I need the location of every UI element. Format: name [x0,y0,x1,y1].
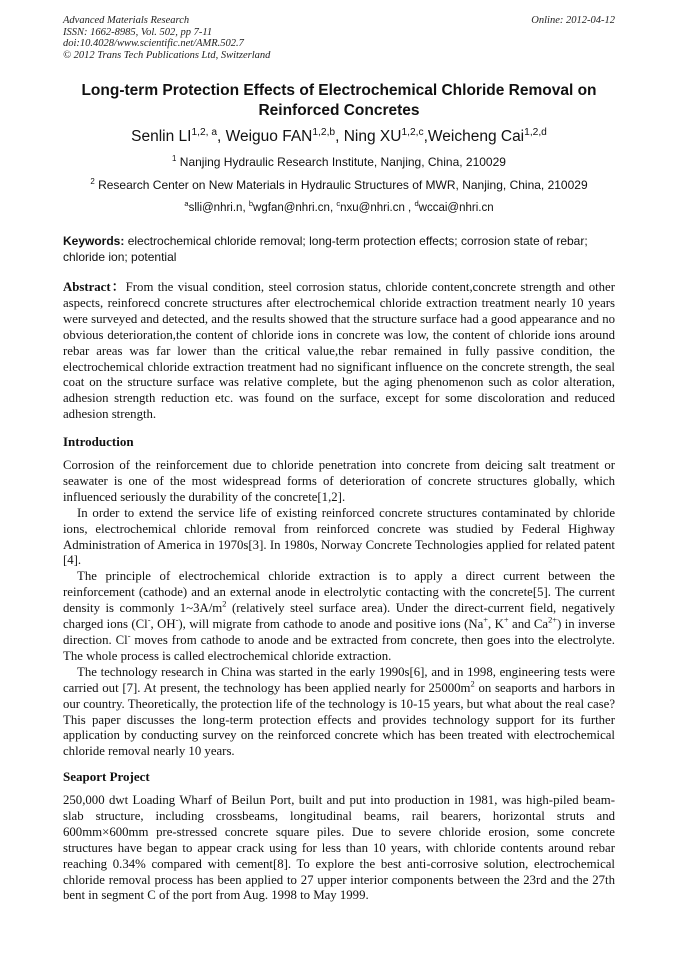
abstract [63,280,615,423]
section-heading-introduction: Introduction [63,434,134,449]
doi-line: doi:10.4028/www.scientific.net/AMR.502.7 [63,38,244,50]
affiliation-1: $^1$ Nanjing Hydraulic Research Institute, Nanjing, China, 210029 [172,154,506,169]
keywords-text: electrochemical chloride removal; long-term protection effects; corrosion state of rebar; chloride ion; potential [63,234,588,264]
journal-header [63,15,270,61]
email-link[interactable]: wgfan@nhri.cn [253,202,330,214]
author-emails: $^a$slli@nhri.n, $^b$wgfan@nhri.cn, $^c$nxu@nhri.cn , $^d$wccai@nhri.cn [184,199,494,214]
author: Senlin LI$^{1,2, a}$, [131,126,226,145]
abstract-text: From the visual condition, steel corrosion status, chloride content,concrete strength and other aspects, reinforecd concrete structures after electrochemical chloride extraction treatment nearly 10 years were surveyed and detected, and the results showed that the structure surface had a good appearance and no obvious deterioration,the content of chloride ions in concrete was low, the content of chloride ions around rebar areas was far lower than the critical value,the rebar remained in fully passive condition, the electrochemical chloride extraction treatment had no significant influence on the concrete strength, the seal coat on the structure surface was relative complete, but the aging phenomenon such as color alteration, adhesion strength reduction etc. was found on the surface, except for some discoloration and reduced adhesion strength. [63,280,615,422]
journal-name: Advanced Materials Research [63,15,190,26]
online-date: Online: 2012-04-12 [531,15,615,26]
issn-line: ISSN: 1662-8985, Vol. 502, pp 7-11 [63,26,213,38]
paragraph: Corrosion of the reinforcement due to chloride penetration into concrete from deicing salt treatment or seawater is one of the most widespread forms of deterioration of concrete structures globally, which influenced seriously the durability of the concrete[1,2]. [63,458,615,504]
paragraph: In order to extend the service life of existing reinforced concrete structures contaminated by chloride ions, electrochemical chloride removal from reinforced concrete was studied by Federal Highway Administration of America in 1970s[3]. In 1980s, Norway Concrete Technologies applied for related patent [4]. [63,505,615,568]
paragraph: The principle of electrochemical chloride extraction is to apply a direct current between the reinforcement (cathode) and an external anode in electrolytic contacting with the concrete[5]. The current density is commonly $1\sim 3A/m^2$ (relatively steel surface area). Under the direct-current field, negatively charged ions (Cl-, OH-), will migrate from cathode to anode and positive ions (Na+, K+ and $Ca^{2+}$) in inverse direction. Cl- moves from cathode to anode and be extracted from concrete, then goes into the electrolyte. The whole process is called electrochemical chloride extraction. [63,569,615,663]
keywords-label: Keywords: [63,234,125,248]
email-link[interactable]: wccai@nhri.cn [418,202,494,214]
abstract-label: Abstract： [63,280,126,294]
seaport-section [63,793,615,904]
keywords [63,234,615,265]
author: Weiguo FAN$^{1,2,b}$, [225,126,344,145]
author-list [63,127,615,147]
author: Weicheng Cai$^{1,2,d}$ [427,126,547,145]
paper-title: Long-term Protection Effects of Electrochemical Chloride Removal on Reinforced Concretes [81,82,597,119]
author: Ning XU$^{1,2,c}$, [343,126,428,145]
paragraph: The technology research in China was started in the early 1990s[6], and in 1998, engineering tests were carried out [7]. At present, the technology has been applied nearly for $25000m^2$ on seaports and harbors in our country. Theoretically, the protection life of the technology is 10-15 years, but what about the real case? This paper discusses the long-term protection effects and provides technology support for its further application by conducting survey on the reinforced concrete which has been treated with electrochemical chloride removal nearly 10 years. [63,664,615,759]
copyright-line: © 2012 Trans Tech Publications Ltd, Switzerland [63,49,271,61]
introduction-section [63,458,615,760]
paragraph: 250,000 dwt Loading Wharf of Beilun Port, built and put into production in 1981, was high-piled beam-slab structure, including crossbeams, longitudinal beams, rail bearers, horizontal struts and 600mm×600mm pre-stressed concrete square piles. Due to severe chloride erosion, some concrete structures have began to appear crack using for less than 10 years, with chloride contents around rebar reaching 0.34% compared with cement[8]. To explore the best anti-corrosive solution, electrochemical chloride removal process has been applied to 27 upper interior components between the 23rd and the 27th bent in segment C of the port from Aug. 1998 to May 1999. [63,793,615,903]
affiliation-2: $^2$ Research Center on New Materials in Hydraulic Structures of MWR, Nanjing, China, 210029 [90,177,588,192]
email-link[interactable]: slli@nhri.n [188,202,243,214]
email-link[interactable]: nxu@nhri.cn [340,202,405,214]
section-heading-seaport-project: Seaport Project [63,769,150,784]
